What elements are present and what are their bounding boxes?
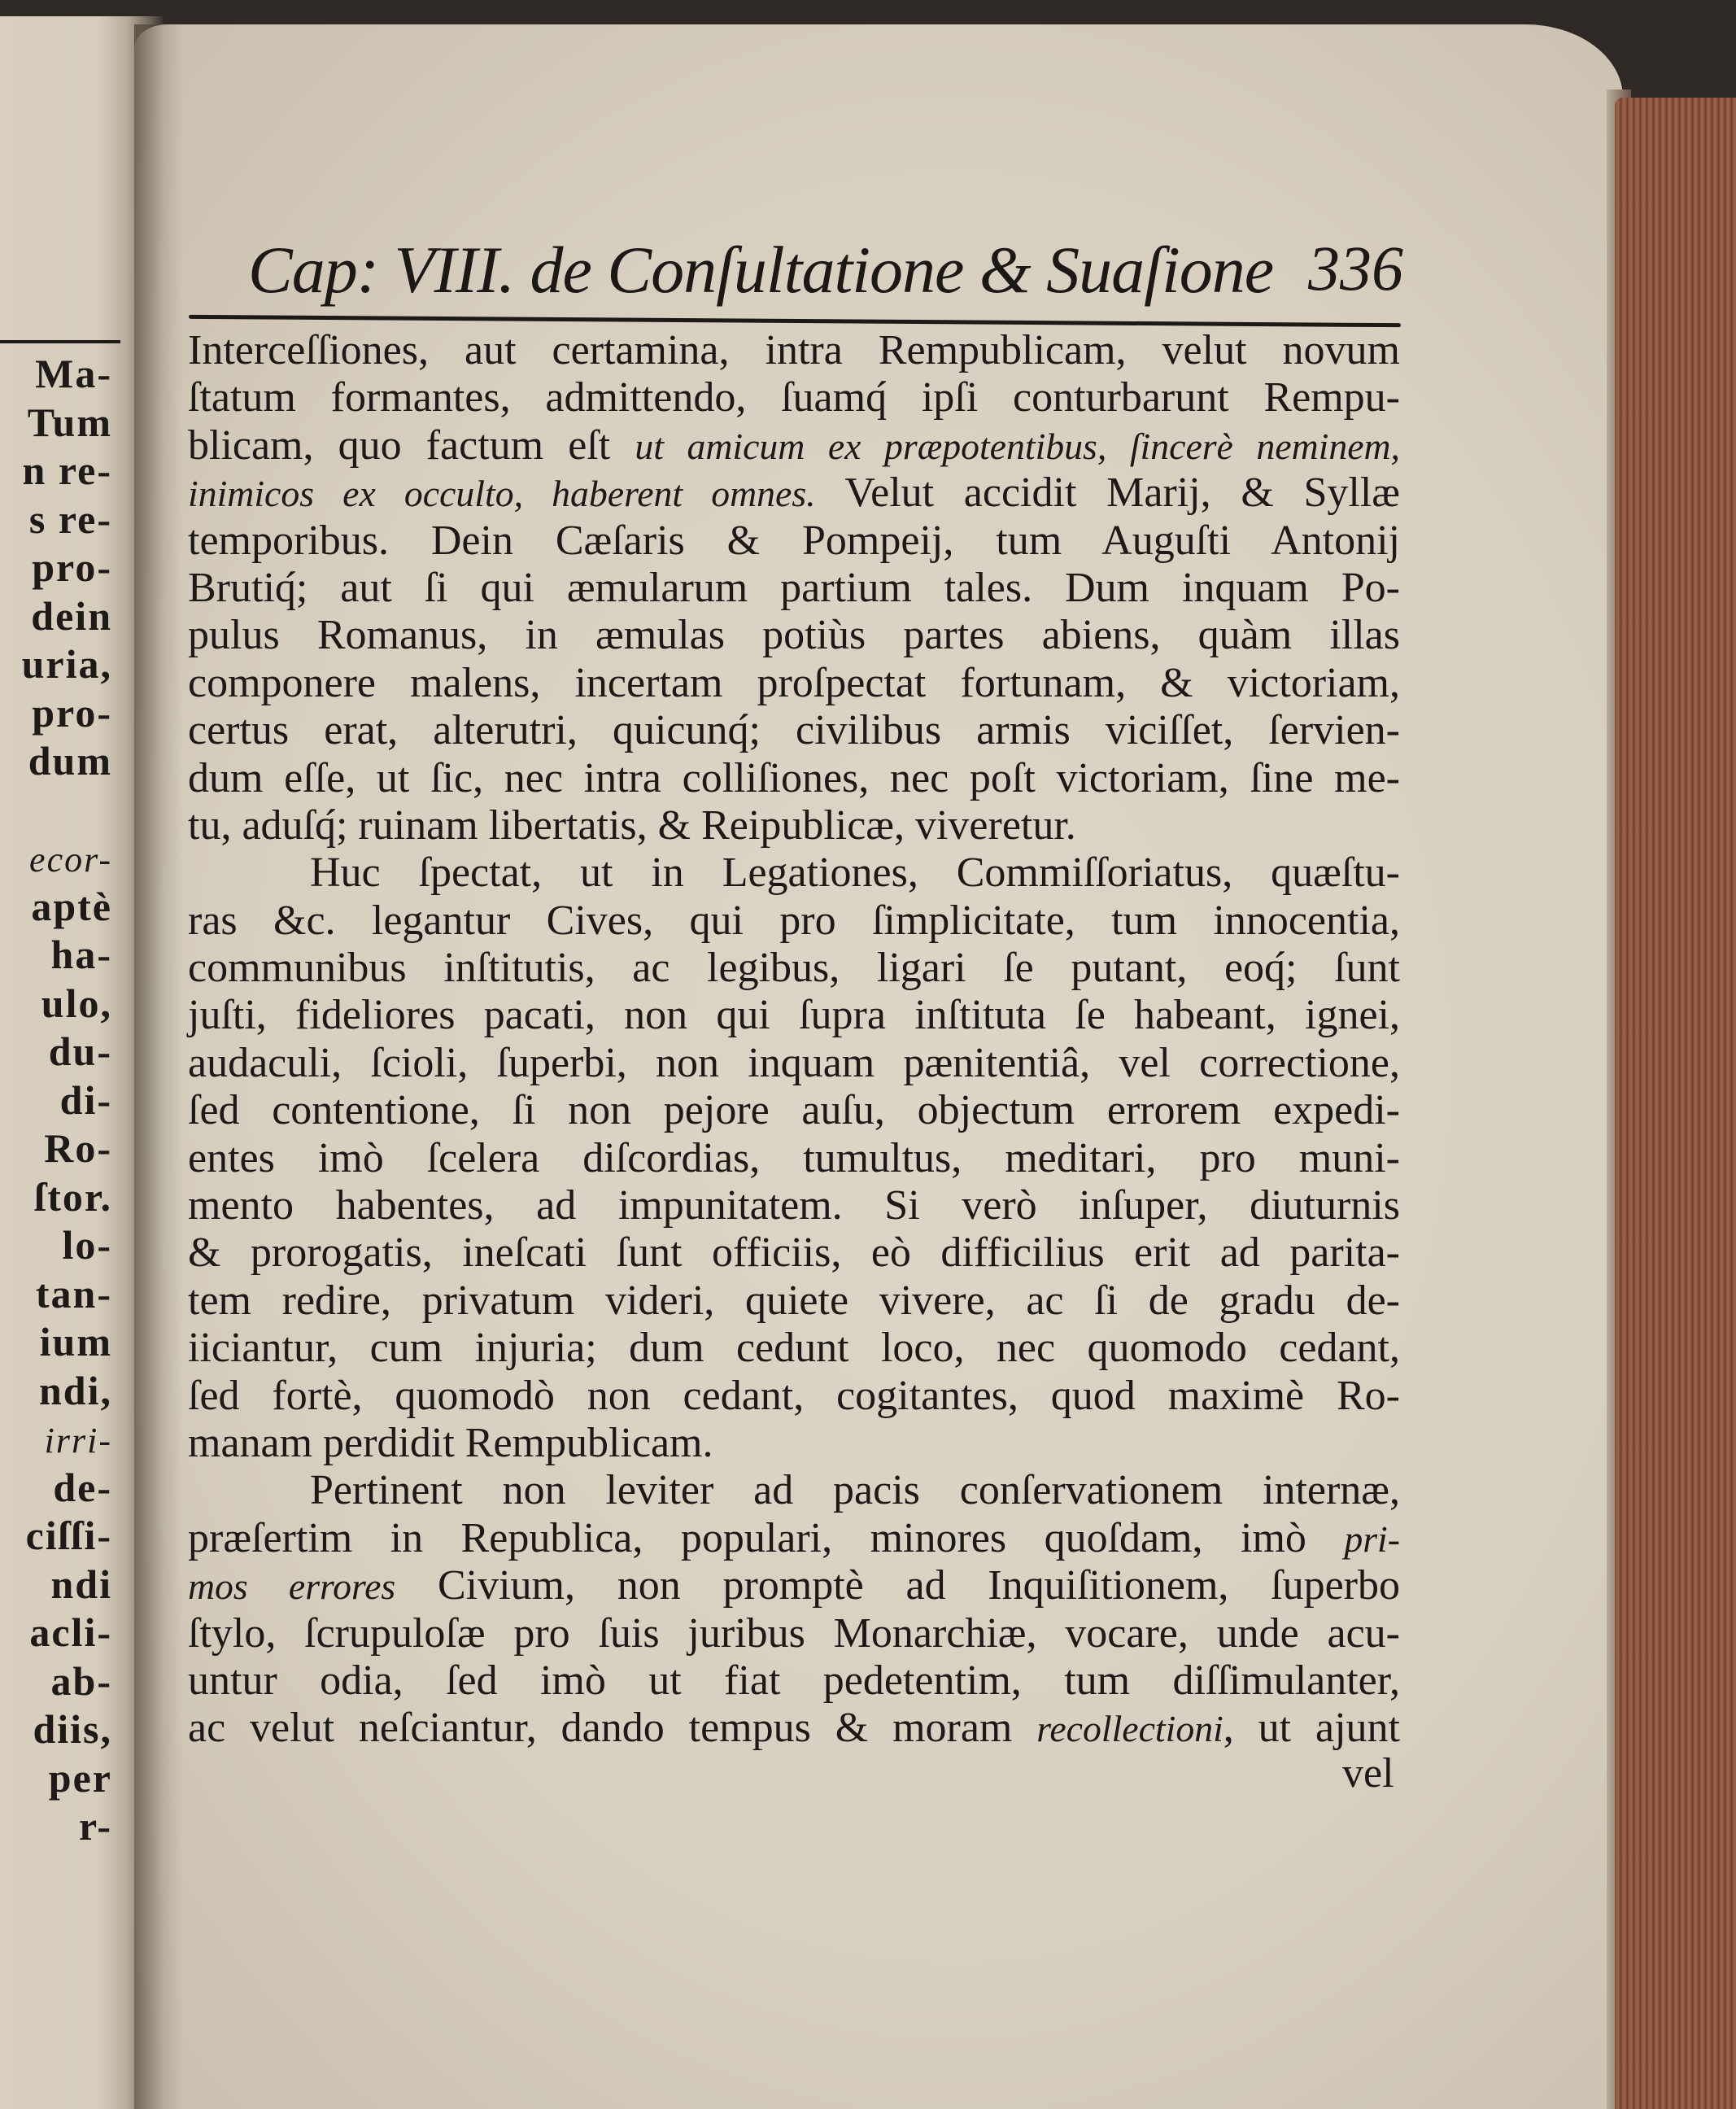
text-line [188,897,1400,945]
left-page-line [22,1270,112,1319]
book-page-edges [1615,98,1736,2109]
text-fragment: ſtor. [34,1173,112,1220]
text-line [188,1562,1400,1609]
left-page-line [22,786,112,835]
text-segment: certus erat, alterutri, quicunq́; civilibus armis viciſſet, ſervien- [188,707,1400,754]
text-segment: tu, aduſq́; ruinam libertatis, & Reipublicæ, viveretur. [188,801,1076,849]
text-line [188,469,1400,517]
text-segment: Interceſſiones, aut certamina, intra Rempublicam, velut novum [188,327,1400,373]
text-segment: ſed contentione, ſi non pejore auſu, objectum errorem expedi- [188,1087,1400,1134]
text-segment: juſti, fideliores pacati, non qui ſupra inſtituta ſe habeant, ignei, [188,992,1400,1039]
book-gutter-shadow [134,24,183,2109]
text-line [188,1325,1400,1372]
text-line [188,1610,1400,1657]
left-page-line [22,883,112,932]
left-page-line [22,1318,112,1367]
catchword: vel [1342,1750,1394,1797]
text-segment: untur odia, ſed imò ut fiat pedetentim, tum diſſimulanter, [188,1657,1400,1704]
text-fragment: dein [31,592,112,639]
text-segment: temporibus. Dein Cæſaris & Pompeij, tum Auguſti Antonij [188,517,1400,564]
text-line [188,517,1400,565]
text-fragment: ndi [50,1561,112,1607]
left-page-line [22,1754,112,1803]
text-segment: manam perdidit Rempublicam. [188,1419,713,1466]
text-fragment: ium [39,1319,112,1365]
text-line [188,1705,1400,1752]
left-page-line [22,1173,112,1222]
text-segment: Huc ſpectat, ut in Legationes, Commiſſoriatus, quæſtu- [310,849,1400,897]
left-page-line [22,592,112,641]
body-text [188,327,1400,1753]
text-fragment: Ro- [44,1125,112,1171]
text-line [188,1040,1400,1087]
text-segment: blicam, quo factum eſt [188,421,635,469]
left-page-line [22,640,112,689]
text-segment: tem redire, privatum videri, quiete vivere, ac ſi de gradu de- [188,1277,1400,1324]
text-fragment: du- [48,1028,112,1074]
text-fragment: ab- [50,1657,112,1704]
page-number: 336 [1308,233,1403,303]
text-fragment: pro- [32,544,112,590]
left-page-line [22,350,112,399]
text-line [188,565,1400,612]
left-page-line [22,1561,112,1609]
text-line [188,1135,1400,1182]
text-segment: , ut ajunt [1223,1705,1400,1752]
text-segment: ac velut neſciantur, dando tempus & moram [188,1705,1037,1752]
text-fragment: dum [28,738,112,784]
left-page-line [22,1221,112,1270]
text-fragment: per [48,1754,112,1801]
running-title: Cap: VIII. de Conſultatione & Suaſione [248,233,1274,307]
text-fragment: lo- [62,1222,112,1268]
text-fragment: acli- [29,1609,112,1655]
left-page-text-fragments [22,350,112,1851]
text-fragment: s re- [28,496,112,542]
left-page-line [22,980,112,1028]
text-segment: communibus inſtitutis, ac legibus, ligari ſe putant, eoq́; ſunt [188,945,1400,992]
left-page-header-rule [0,340,120,343]
left-page-line [22,931,112,980]
text-line [188,802,1400,849]
text-line [188,849,1400,897]
text-fragment: de- [53,1464,112,1510]
text-line [188,1420,1400,1467]
left-page-line [22,1076,112,1125]
text-line [188,1087,1400,1134]
left-page-line [22,689,112,738]
running-header [248,232,1403,313]
text-fragment: ndi, [38,1367,112,1413]
text-segment: mento habentes, ad impunitatem. Si verò inſuper, diuturnis [188,1182,1400,1229]
left-page-line [22,399,112,448]
left-page-line [22,834,112,883]
text-fragment: pro- [32,689,112,736]
text-line [188,422,1400,469]
italic-text: recollectioni [1036,1708,1223,1750]
text-fragment: Ma- [35,351,112,396]
left-page-line [22,1028,112,1076]
left-page-line [22,1464,112,1513]
left-page-line [22,496,112,544]
text-fragment: r- [79,1803,112,1849]
text-fragment: uria, [21,641,112,687]
text-line [188,1229,1400,1277]
text-segment: ſed fortè, quomodò non cedant, cogitantes, quod maximè Ro- [188,1372,1400,1419]
text-line [188,327,1400,374]
text-segment: ras &c. legantur Cives, qui pro ſimplicitate, tum innocentia, [188,897,1400,944]
text-segment: ſtylo, ſcrupuloſæ pro ſuis juribus Monarchiæ, vocare, unde acu- [188,1609,1400,1657]
text-segment: Pertinent non leviter ad pacis conſervationem internæ, [310,1467,1400,1514]
text-fragment: irri- [44,1421,112,1461]
text-line [188,1467,1400,1514]
text-fragment: tan- [35,1270,112,1316]
text-segment: Brutiq́; aut ſi qui æmularum partium tales. Dum inquam Po- [188,564,1400,611]
text-line [188,612,1400,659]
left-page-line [22,447,112,496]
italic-text: inimicos ex occulto, haberent omnes. [188,473,816,515]
text-line [188,992,1400,1039]
text-line [188,1373,1400,1420]
text-segment: audaculi, ſcioli, ſuperbi, non inquam pænitentiâ, vel correctione, [188,1039,1400,1086]
left-page-line [22,1705,112,1754]
text-line [188,1657,1400,1705]
text-line [188,1515,1400,1562]
text-line [188,1182,1400,1229]
text-segment: & prorogatis, ineſcati ſunt officiis, eò difficilius erit ad parita- [188,1229,1400,1277]
left-page-line [22,1124,112,1173]
text-fragment: ha- [50,932,112,977]
text-fragment: ulo, [41,980,112,1026]
text-fragment: n re- [22,448,112,493]
text-segment: dum eſſe, ut ſic, nec intra colliſiones, nec poſt victoriam, ſine me- [188,754,1400,801]
text-fragment: di- [59,1076,112,1123]
text-line [188,707,1400,754]
text-fragment: ecor- [29,840,112,880]
italic-text: ut amicum ex præpotentibus, ſincerè neminem, [635,425,1400,467]
left-page-line [22,544,112,592]
text-line [188,945,1400,992]
left-page-line [22,1367,112,1416]
italic-text: mos errores [188,1565,396,1608]
text-segment: iiciantur, cum injuria; dum cedunt loco, nec quomodo cedant, [188,1325,1400,1372]
left-page-line [22,1415,112,1464]
text-segment: præſertim in Republica, populari, minores quoſdam, imò [188,1514,1345,1561]
left-page-line [22,1609,112,1657]
text-segment: ſtatum formantes, admittendo, ſuamq́ ipſi conturbarunt Rempu- [188,374,1400,421]
text-line [188,374,1400,421]
text-segment: pulus Romanus, in æmulas potiùs partes abiens, quàm illas [188,612,1400,659]
left-page-line [22,1512,112,1561]
text-fragment: aptè [31,883,112,929]
text-line [188,1277,1400,1325]
text-segment: componere malens, incertam proſpectat fortunam, & victoriam, [188,659,1400,706]
text-line [188,755,1400,802]
left-page-line [22,1802,112,1851]
text-segment: Velut accidit Marij, & Syllæ [815,469,1400,517]
text-segment: entes imò ſcelera diſcordias, tumultus, meditari, pro muni- [188,1134,1400,1181]
text-fragment: diis, [33,1706,112,1752]
left-page-line [22,1657,112,1706]
italic-text: pri- [1344,1517,1400,1560]
text-line [188,660,1400,707]
text-fragment: Tum [27,399,112,445]
text-segment: Civium, non promptè ad Inquiſitionem, ſuperbo [395,1562,1400,1609]
left-page-line [22,737,112,786]
text-fragment: ciſſi- [25,1513,112,1558]
